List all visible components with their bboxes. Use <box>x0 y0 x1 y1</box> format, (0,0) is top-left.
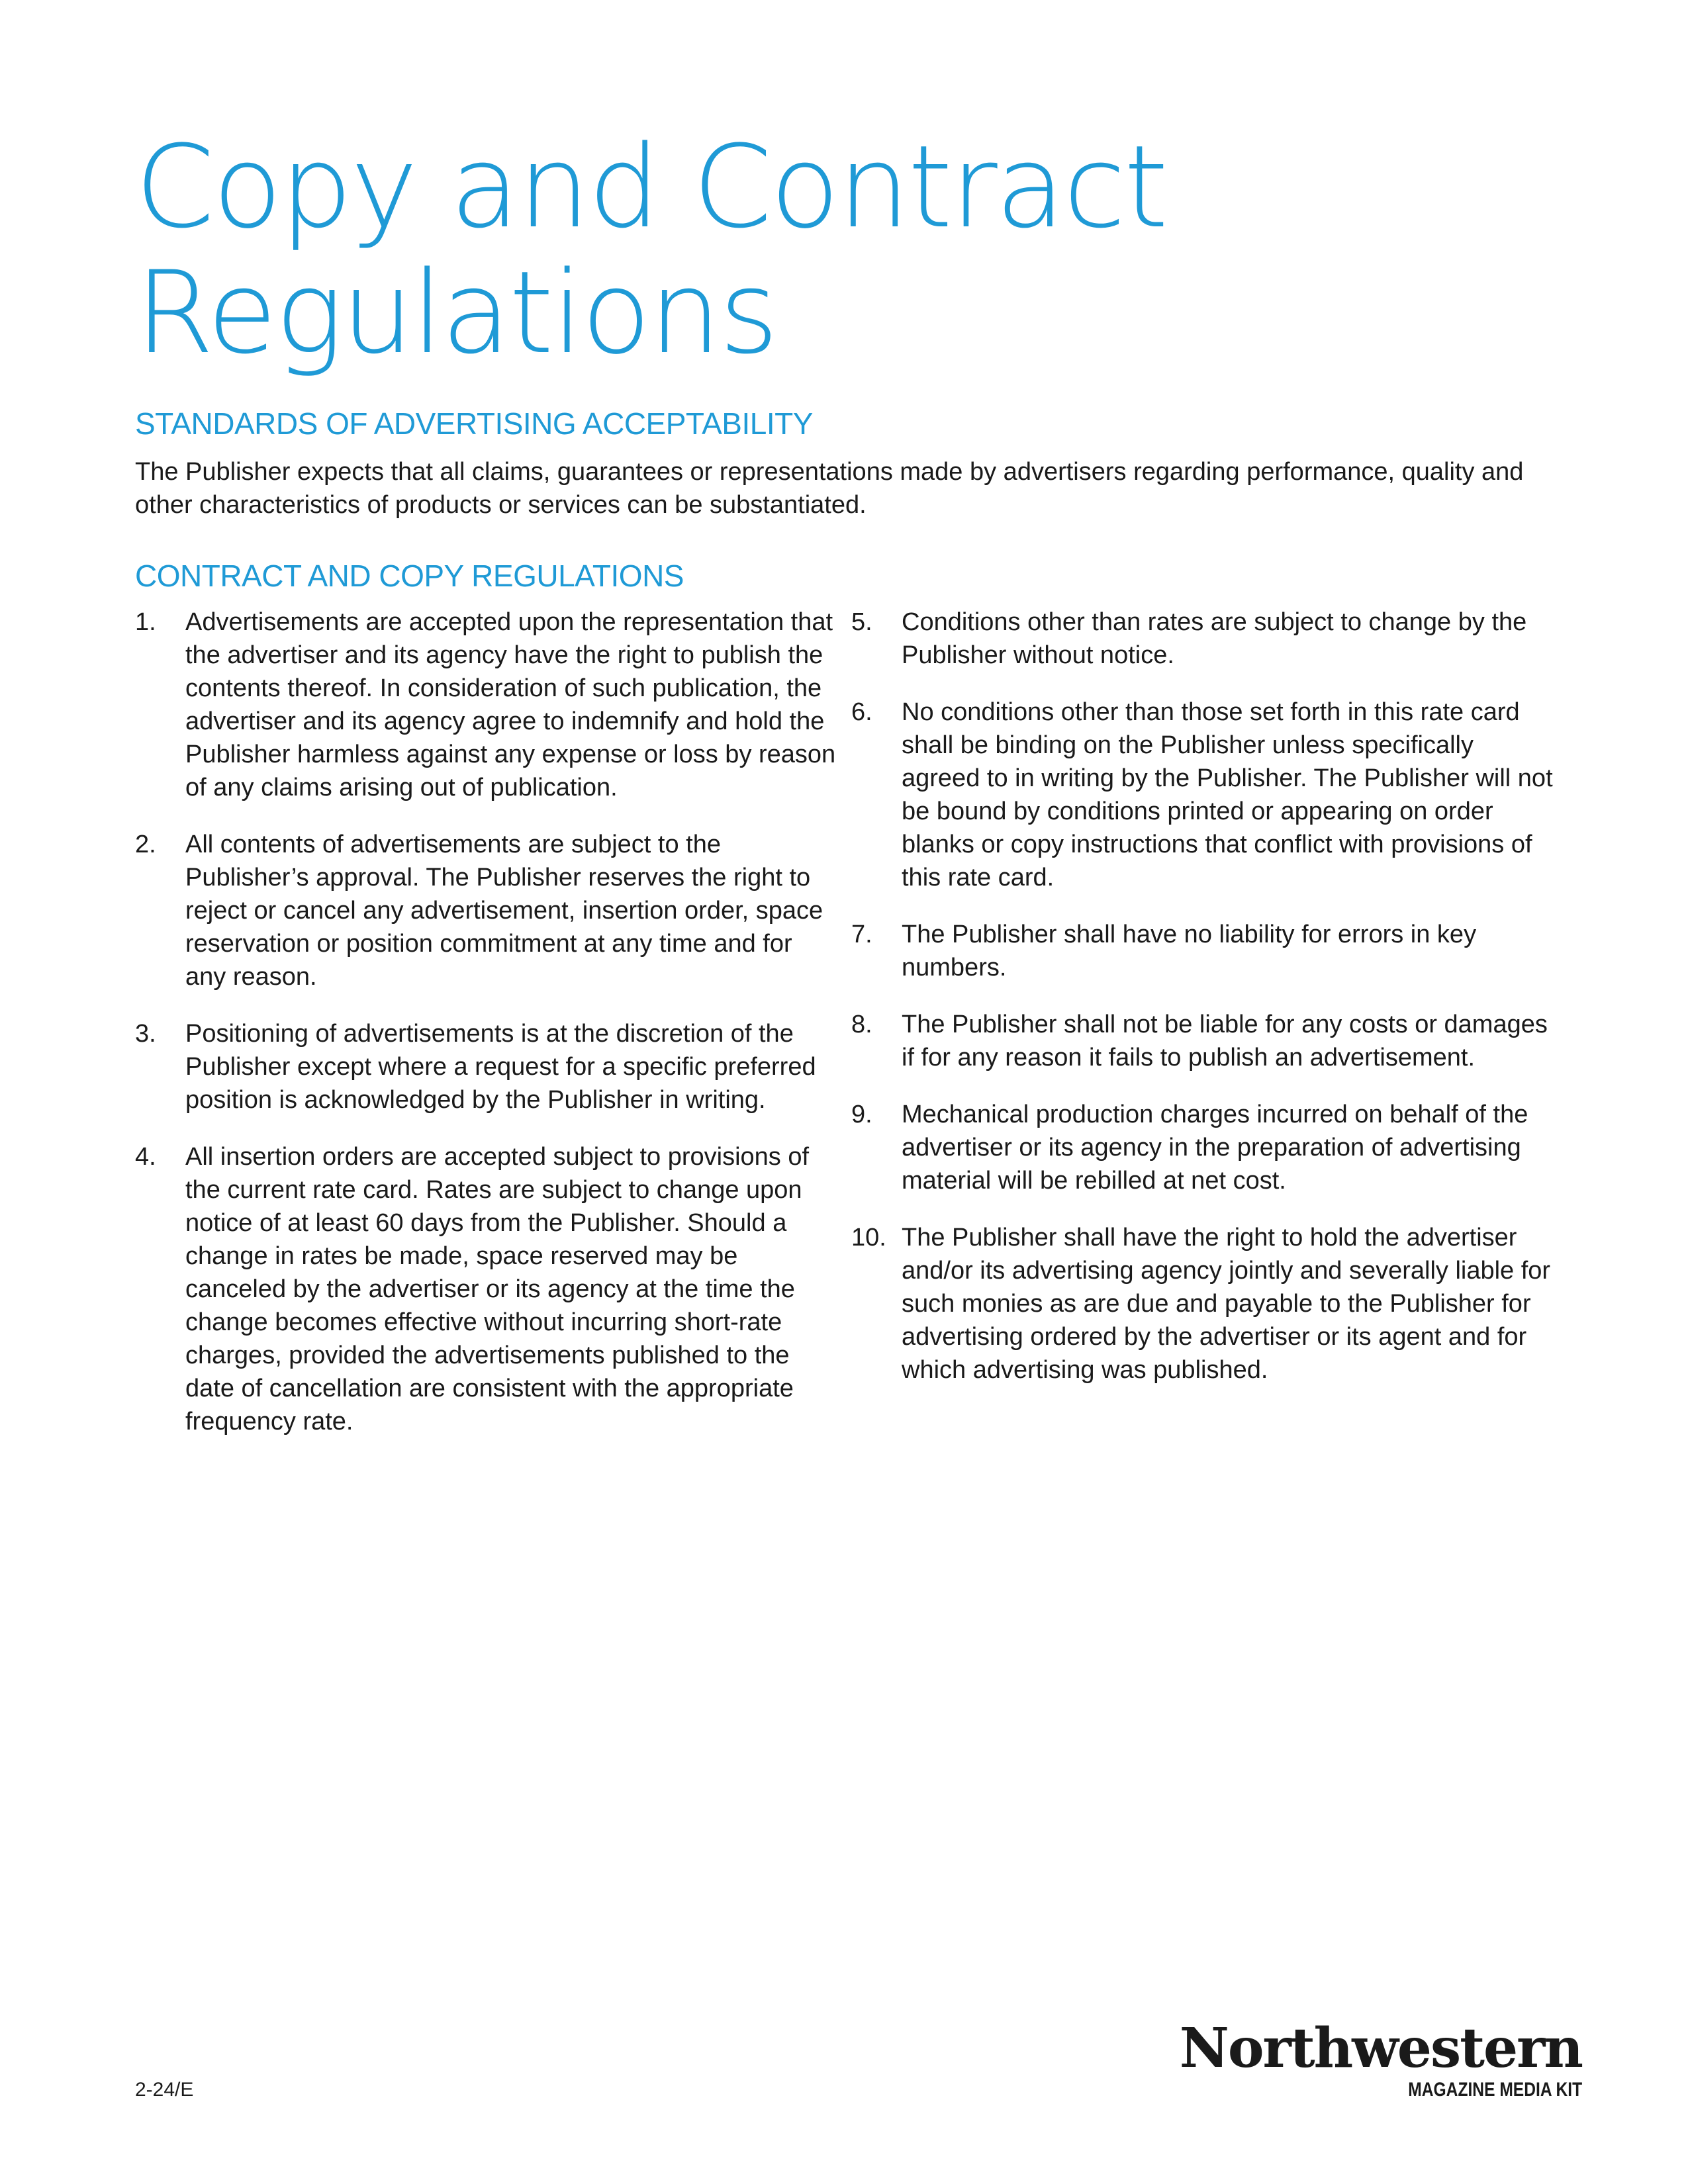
page-title <box>135 120 1327 379</box>
regulation-number: 9. <box>851 1101 872 1128</box>
page-title-line-2: Regulations <box>135 246 777 379</box>
regulation-text: All contents of advertisements are subject to the Publisher’s approval. The Publisher reserves the right to reject or cancel any advertisement, insertion order, space reservation or position commitment at any time and for any reason. <box>185 831 823 991</box>
regulation-item-2 <box>135 828 837 993</box>
page-title-line-1: Copy and Contract <box>135 120 1167 253</box>
regulation-number: 2. <box>135 831 156 858</box>
standards-body: The Publisher expects that all claims, guarantees or representations made by advertisers regarding performance, quality and other characteristics of products or services can be substantiated. <box>135 458 1524 519</box>
regulation-item-9 <box>851 1098 1553 1197</box>
regulation-number: 4. <box>135 1143 156 1171</box>
regulation-text: Advertisements are accepted upon the representation that the advertiser and its agency have the right to publish the contents thereof. In consideration of such publication, the advertiser and its agency agree to indemnify and hold the Publisher harmless against any expense or loss by reason of any claims arising out of publication. <box>185 608 836 801</box>
footer-document-code: 2-24/E <box>135 2079 194 2101</box>
regulation-item-10 <box>851 1221 1553 1387</box>
regulation-text: No conditions other than those set forth in this rate card shall be binding on the Publisher unless specifically agreed to in writing by the Publisher. The Publisher will not be bound by conditions printed or appearing on order blanks or copy instructions that conflict with provisions of this rate card. <box>902 698 1553 891</box>
regulation-item-5 <box>851 606 1553 672</box>
regulation-text: Conditions other than rates are subject to change by the Publisher without notice. <box>902 608 1527 669</box>
regulation-number: 1. <box>135 608 156 636</box>
regulation-text: Positioning of advertisements is at the discretion of the Publisher except where a request for a specific preferred position is acknowledged by the Publisher in writing. <box>185 1020 816 1114</box>
logo-subtitle: MAGAZINE MEDIA KIT <box>1408 2079 1582 2101</box>
regulation-item-4 <box>135 1140 837 1438</box>
logo-wordmark: Northwestern <box>1179 2017 1582 2080</box>
regulation-number: 3. <box>135 1020 156 1048</box>
regulations-list-right-column <box>851 606 1553 1410</box>
regulation-number: 6. <box>851 698 872 726</box>
regulation-number: 10. <box>851 1224 886 1251</box>
standards-heading: STANDARDS OF ADVERTISING ACCEPTABILITY <box>135 406 813 441</box>
regulation-number: 7. <box>851 921 872 948</box>
regulation-text: All insertion orders are accepted subject to provisions of the current rate card. Rates are subject to change upon notice of at least 60 days from the Publisher. Should a change in rates be made, space reserved may be canceled by the advertiser or its agency at the time the change becomes effective without incurring short-rate charges, provided the advertisements published to the date of cancellation are consistent with the appropriate frequency rate. <box>185 1143 810 1435</box>
regulations-heading: CONTRACT AND COPY REGULATIONS <box>135 559 684 593</box>
regulation-item-8 <box>851 1008 1553 1074</box>
regulation-item-1 <box>135 606 837 804</box>
regulation-text: The Publisher shall have no liability for errors in key numbers. <box>902 921 1477 981</box>
regulation-item-6 <box>851 696 1553 894</box>
northwestern-logo <box>1180 2019 1582 2102</box>
regulation-item-3 <box>135 1017 837 1116</box>
regulation-text: The Publisher shall not be liable for any costs or damages if for any reason it fails to publish an advertisement. <box>902 1011 1548 1071</box>
regulation-text: Mechanical production charges incurred on behalf of the advertiser or its agency in the preparation of advertising material will be rebilled at net cost. <box>902 1101 1528 1195</box>
regulation-number: 8. <box>851 1011 872 1038</box>
regulation-text: The Publisher shall have the right to hold the advertiser and/or its advertising agency jointly and severally liable for such monies as are due and payable to the Publisher for advertising ordered by the advertiser or its agent and for which advertising was published. <box>902 1224 1551 1384</box>
regulations-list-left-column <box>135 606 837 1462</box>
regulation-number: 5. <box>851 608 872 636</box>
regulation-item-7 <box>851 918 1553 984</box>
